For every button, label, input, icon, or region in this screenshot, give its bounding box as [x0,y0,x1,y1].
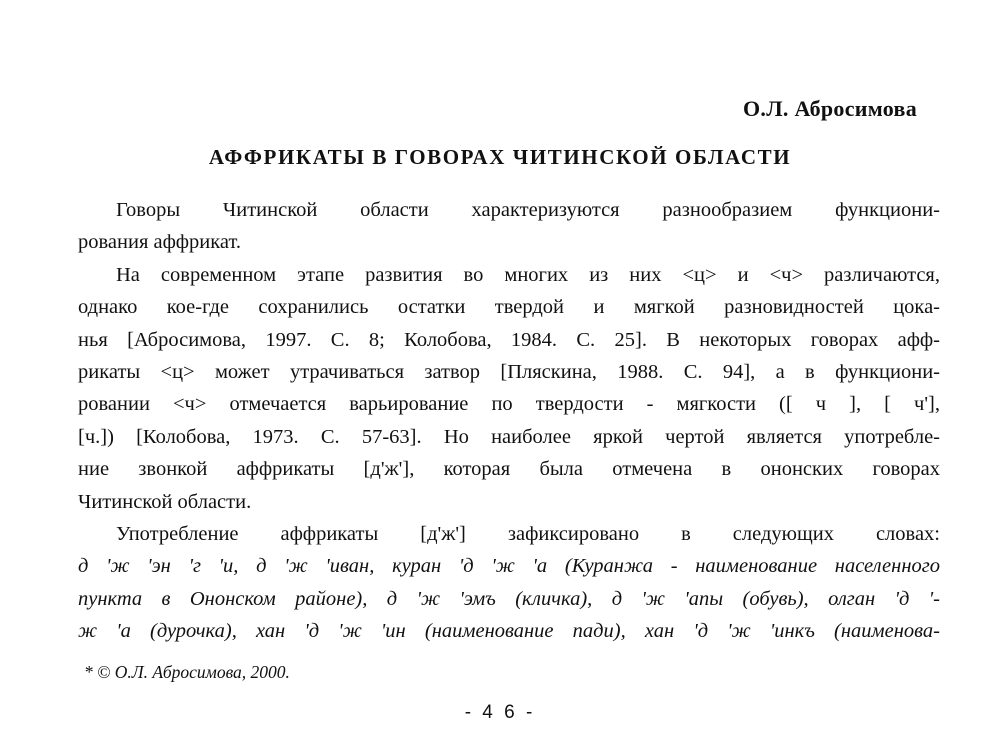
paragraph-line: На современном этапе развития во многих из них <ц> и <ч> различаются, [116,263,940,286]
paragraph-line: [ч.]) [Колобова, 1973. С. 57-63]. Но наиболее яркой чертой является употребле- [78,425,940,448]
page-number: - 4 6 - [464,702,536,723]
author-name: О.Л. Абросимова [743,96,917,121]
paragraph-line: рикаты <ц> может утрачиваться затвор [Пляскина, 1988. С. 94], а в функциони- [78,361,940,384]
paragraph-line: ровании <ч> отмечается варьирование по твердости - мягкости ([ ч ], [ ч'], [78,393,940,416]
paragraph-line: Читинской области. [78,490,252,513]
article-title: АФФРИКАТЫ В ГОВОРАХ ЧИТИНСКОЙ ОБЛАСТИ [208,145,792,169]
example-words-line: ж 'а (дурочка), хан 'д 'ж 'ин (наименование пади), хан 'д 'ж 'инкъ (наименова- [78,620,940,643]
copyright-footnote: * © О.Л. Абросимова, 2000. [84,662,290,682]
paragraph-line: рования аффрикат. [78,231,242,254]
example-words-line: пункта в Ононском районе), д 'ж 'эмъ (кличка), д 'ж 'апы (обувь), олган 'д '- [78,587,940,610]
paragraph-line: Употребление аффрикаты [д'ж'] зафиксировано в следующих словах: [116,523,940,546]
paragraph-line: однако кое-где сохранились остатки твердой и мягкой разновидностей цока- [78,296,940,319]
example-words-line: д 'ж 'эн 'г 'и, д 'ж 'иван, куран 'д 'ж 'а (Куранжа - наименование населенного [78,555,940,578]
article-body [78,194,940,648]
paragraph-line: Говоры Читинской области характеризуются разнообразием функциони- [116,199,940,221]
paragraph-line: ние звонкой аффрикаты [д'ж'], которая была отмечена в ононских говорах [78,458,940,481]
paragraph-line: нья [Абросимова, 1997. С. 8; Колобова, 1984. С. 25]. В некоторых говорах афф- [78,328,940,351]
